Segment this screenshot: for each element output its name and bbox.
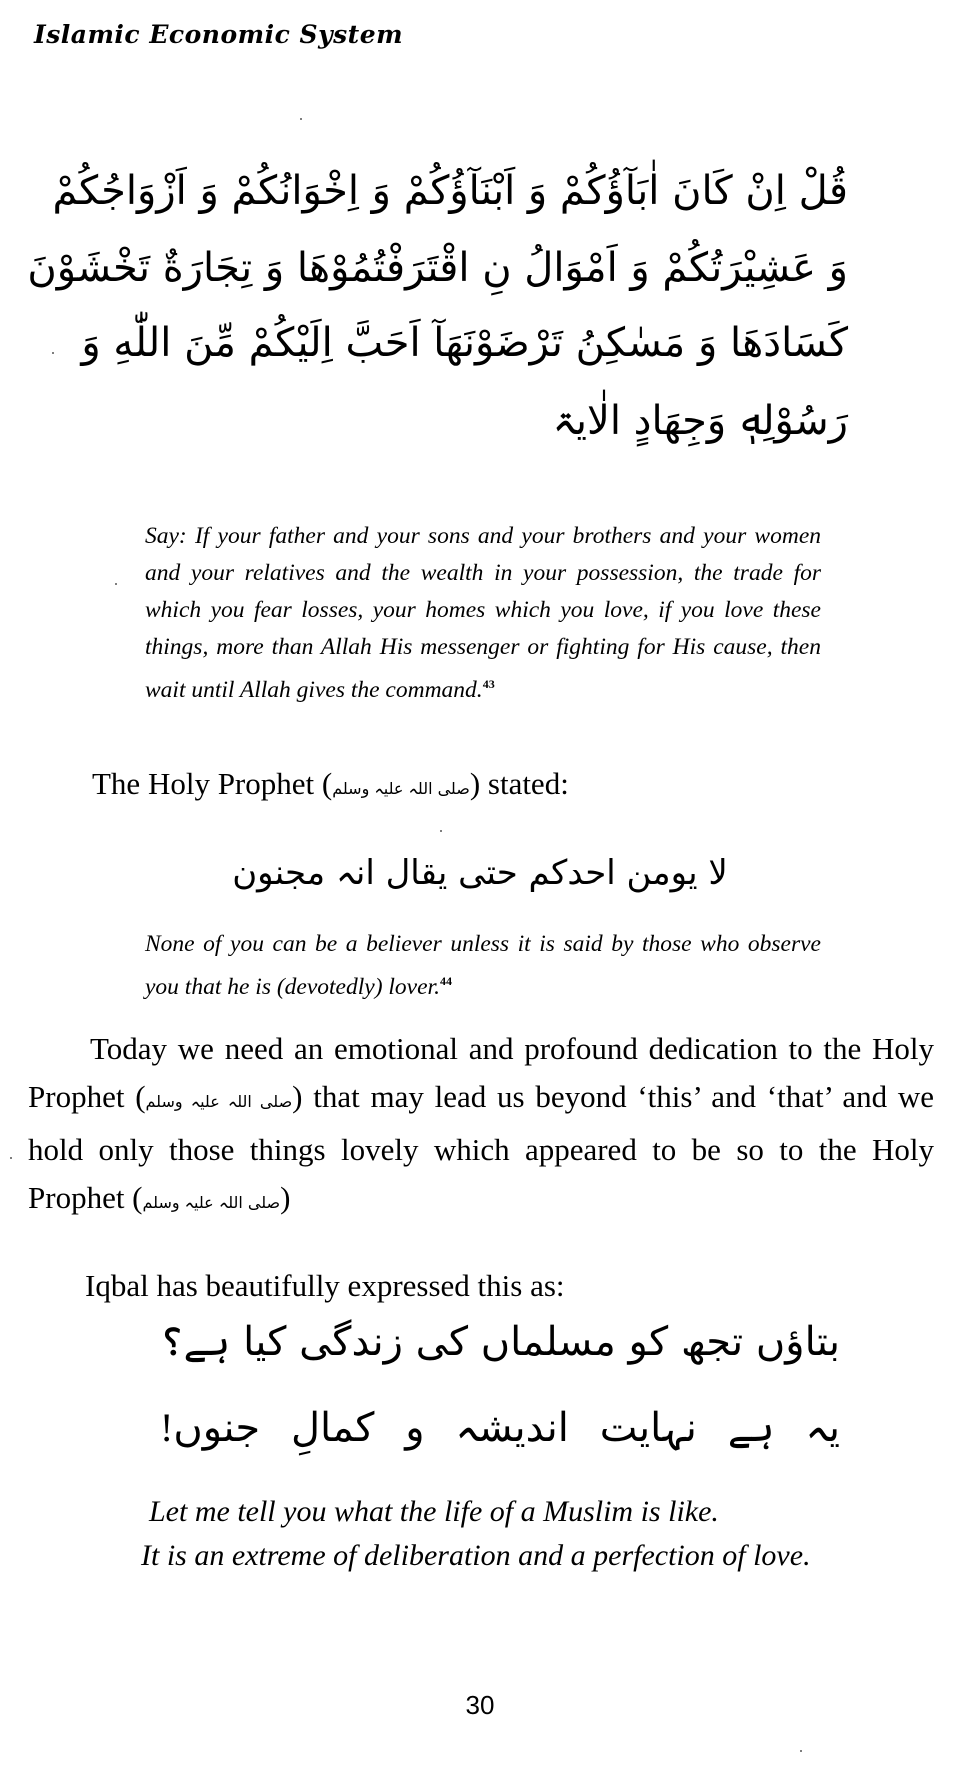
quran-verse-line: وَ عَشِيْرَتُكُمْ وَ اَمْوَالُ نِ اقْتَرَفْتُمُوْهَا وَ تِجَارَةٌ تَخْشَوْنَ — [27, 245, 848, 291]
quran-verse-line: كَسَادَهَا وَ مَسٰكِنُ تَرْضَوْنَهَآ اَحَبَّ اِلَيْكُمْ مِّنَ اللّٰهِ وَ — [81, 320, 848, 366]
hadith-arabic: لا یومن احدکم حتی یقال انہ مجنون — [232, 853, 728, 893]
scan-speck — [300, 118, 302, 120]
couplet-translation-line: Let me tell you what the life of a Muslim is like. — [149, 1495, 719, 1528]
couplet-translation — [125, 1490, 905, 1578]
quran-verse-line: رَسُوْلِهٖ وَجِهَادٍ الٰایۃ — [552, 398, 848, 444]
urdu-word: و — [405, 1405, 425, 1450]
body-text: Today we need an emotional and profound dedication to the Holy Prophet ( — [28, 1031, 934, 1114]
scan-speck — [800, 1750, 802, 1752]
scan-speck — [52, 352, 54, 354]
body-text: ) that may lead us beyond ‘this’ and ‘that’ and we hold only those things lovely which appeared to be so to the Holy Prophet ( — [28, 1079, 935, 1215]
scan-speck — [440, 830, 442, 832]
urdu-word: کی — [415, 1319, 469, 1364]
urdu-word: اندیشہ — [455, 1405, 569, 1450]
hadith-translation-text: None of you can be a believer unless it is said by those who observe you that he is (devotedly) lover. — [145, 931, 821, 1000]
salutation-glyph: صلی اللہ علیہ وسلم — [142, 1193, 281, 1212]
urdu-word: کو — [628, 1319, 669, 1364]
urdu-word: نہایت — [599, 1405, 697, 1450]
iqbal-intro: Iqbal has beautifully expressed this as: — [85, 1268, 565, 1303]
running-head: Islamic Economic System — [34, 20, 404, 49]
quran-translation-text: Say: If your father and your sons and your brothers and your women and your relatives and the wealth in your possession, the trade for which you fear losses, your homes which you love, if you love these things, more than Allah His messenger or fighting for His cause, then wait until Allah gives the command. — [145, 523, 821, 703]
quran-verse-line: قُلْ اِنْ كَانَ اٰبَآؤُكُمْ وَ اَبْنَآؤُكُمْ وَ اِخْوَانُكُمْ وَ اَزْوَاجُكُمْ — [52, 168, 848, 214]
hadith-intro-text: ) stated: — [469, 766, 569, 801]
scan-speck — [115, 583, 117, 585]
hadith-intro-text: The Holy Prophet ( — [92, 766, 333, 801]
salutation-glyph: صلی اللہ علیہ وسلم — [145, 1092, 293, 1111]
urdu-word: جنوں! — [160, 1405, 261, 1450]
urdu-couplet-line — [160, 1318, 840, 1365]
urdu-word: زندگی — [299, 1319, 403, 1364]
page-number: 30 — [465, 1690, 495, 1720]
urdu-couplet-line — [160, 1404, 840, 1451]
urdu-word: ہے؟ — [160, 1319, 231, 1364]
urdu-word: ہے — [727, 1405, 775, 1450]
footnote-marker: 43 — [482, 677, 495, 691]
footnote-marker: 44 — [439, 974, 452, 988]
urdu-word: یہ — [805, 1405, 840, 1450]
urdu-word: کیا — [243, 1319, 287, 1364]
couplet-translation-line: It is an extreme of deliberation and a perfection of love. — [141, 1539, 811, 1572]
urdu-word: تجھ — [680, 1319, 744, 1364]
body-text: ) — [280, 1180, 291, 1215]
quran-translation — [145, 518, 821, 709]
urdu-word: کمالِ — [290, 1405, 375, 1450]
hadith-translation — [145, 926, 821, 1006]
scan-speck — [10, 1157, 12, 1159]
salutation-glyph: صلی اللہ علیہ وسلم — [332, 779, 470, 798]
urdu-word: بتاؤں — [755, 1319, 840, 1364]
body-paragraph — [28, 1025, 934, 1227]
hadith-intro — [92, 760, 569, 813]
urdu-word: مسلماں — [480, 1319, 616, 1364]
